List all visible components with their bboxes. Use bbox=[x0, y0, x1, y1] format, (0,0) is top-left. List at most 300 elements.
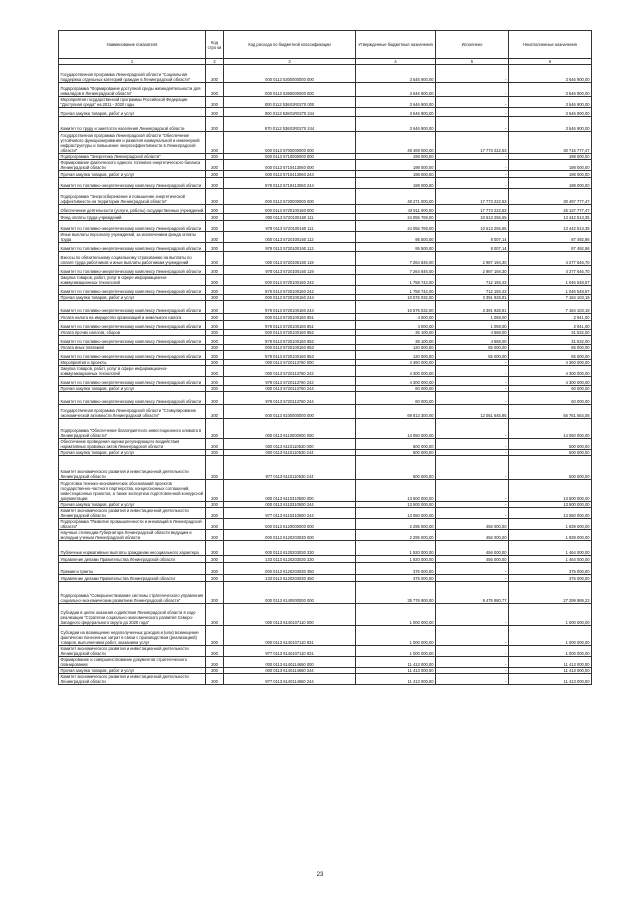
row-budget-code: 977 0113 6140114650 244 bbox=[224, 674, 356, 685]
row-budget-code: 978 0113 5720100160 111 bbox=[224, 221, 356, 232]
row-approved: 7 264 846,00 bbox=[356, 266, 436, 275]
row-name: Подпрограмма "Совершенствование системы стратегического управления социально-экономическим развитием Ленинградской области" bbox=[59, 582, 206, 604]
row-budget-code: 978 0113 5720113760 242 bbox=[224, 377, 356, 386]
column-number: 4 bbox=[356, 59, 436, 65]
row-approved: 13 500 000,00 bbox=[356, 480, 436, 502]
row-unexecuted: 2 941,00 bbox=[509, 321, 592, 330]
row-code: 200 bbox=[206, 366, 224, 377]
row-unexecuted: 30 715 777,47 bbox=[509, 132, 592, 154]
row-code: 200 bbox=[206, 405, 224, 419]
row-code: 200 bbox=[206, 668, 224, 674]
row-executed: - bbox=[436, 386, 509, 392]
row-executed: - bbox=[436, 83, 509, 97]
row-approved: 4 000,00 bbox=[356, 321, 436, 330]
row-code: 200 bbox=[206, 541, 224, 556]
row-executed: - bbox=[436, 97, 509, 108]
row-budget-code: 000 0113 6110110530 000 bbox=[224, 439, 356, 450]
header-unexecuted: Неисполненные назначения bbox=[509, 31, 592, 59]
row-budget-code: 000 0113 6120203030 000 bbox=[224, 530, 356, 541]
table-row bbox=[59, 65, 592, 83]
row-name: Фонд оплаты труда учреждений bbox=[59, 214, 206, 221]
row-budget-code: 000 0113 6120203030 330 bbox=[224, 541, 356, 556]
table-row bbox=[59, 286, 592, 295]
row-executed: - bbox=[436, 674, 509, 685]
row-approved: 4 300 000,00 bbox=[356, 377, 436, 386]
row-code: 200 bbox=[206, 132, 224, 154]
row-approved: 13 500 000,00 bbox=[356, 502, 436, 508]
row-budget-code: 978 0113 5720113760 244 bbox=[224, 392, 356, 405]
row-unexecuted: 1 464 000,00 bbox=[509, 556, 592, 563]
table-row bbox=[59, 351, 592, 360]
table-row bbox=[59, 674, 592, 685]
table-row bbox=[59, 205, 592, 214]
row-code: 200 bbox=[206, 252, 224, 266]
row-code: 200 bbox=[206, 65, 224, 83]
row-name: Прочая закупка товаров, работ и услуг bbox=[59, 171, 206, 178]
row-budget-code: 000 0113 5720100160 112 bbox=[224, 232, 356, 243]
row-name: Государственная программа Ленинградской области "Стимулирование экономической активности Ленинградской области" bbox=[59, 405, 206, 419]
row-code: 200 bbox=[206, 345, 224, 351]
row-name: Комитет по топливно-энергетическому комплексу Ленинградской области bbox=[59, 392, 206, 405]
row-code: 200 bbox=[206, 530, 224, 541]
row-approved: 1 920 000,00 bbox=[356, 541, 436, 556]
row-budget-code: 970 0113 53601R0270 244 bbox=[224, 117, 356, 132]
row-executed: - bbox=[436, 480, 509, 502]
row-name: Прочая закупка товаров, работ и услуг bbox=[59, 668, 206, 674]
table-row bbox=[59, 314, 592, 321]
row-executed: - bbox=[436, 657, 509, 668]
row-code: 200 bbox=[206, 314, 224, 321]
row-budget-code: 133 0113 6120203030 350 bbox=[224, 575, 356, 582]
row-budget-code: 978 0113 5720100160 851 bbox=[224, 321, 356, 330]
row-unexecuted: 1 046 548,57 bbox=[509, 275, 592, 286]
row-executed: 1 059,00 bbox=[436, 321, 509, 330]
row-name: Прочая закупка товаров, работ и услуг bbox=[59, 450, 206, 456]
column-number: 3 bbox=[224, 59, 356, 65]
row-name: Прочая закупка товаров, работ и услуг bbox=[59, 108, 206, 117]
row-executed: 3 391 928,81 bbox=[436, 301, 509, 314]
row-name: Научные стипендии Губернатора Ленинградской области ведущим и молодым ученым Ленинградской области bbox=[59, 530, 206, 541]
row-code: 200 bbox=[206, 160, 224, 171]
table-row bbox=[59, 508, 592, 519]
row-executed: - bbox=[436, 171, 509, 178]
row-name: Комитет экономического развития и инвестиционной деятельности Ленинградской области bbox=[59, 674, 206, 685]
row-unexecuted: 65 000,00 bbox=[509, 345, 592, 351]
row-unexecuted: 198 000,00 bbox=[509, 178, 592, 189]
table-row bbox=[59, 392, 592, 405]
header-executed: Исполнено bbox=[436, 31, 509, 59]
row-name: Прочая закупка товаров, работ и услуг bbox=[59, 502, 206, 508]
table-row bbox=[59, 541, 592, 556]
row-unexecuted: 4 300 000,00 bbox=[509, 366, 592, 377]
table-row bbox=[59, 366, 592, 377]
row-name: Уплата иных платежей bbox=[59, 345, 206, 351]
row-unexecuted: 198 000,00 bbox=[509, 154, 592, 160]
row-code: 200 bbox=[206, 456, 224, 480]
table-header-row bbox=[59, 31, 592, 59]
row-budget-code: 000 0113 5720113760 244 bbox=[224, 386, 356, 392]
row-budget-code: 000 0113 5710413060 000 bbox=[224, 160, 356, 171]
row-budget-code: 000 0113 5720100160 000 bbox=[224, 205, 356, 214]
table-row bbox=[59, 266, 592, 275]
header-budget-code: Код расхода по бюджетной классификации bbox=[224, 31, 356, 59]
row-executed: 4 568,00 bbox=[436, 330, 509, 336]
row-unexecuted: 500 000,00 bbox=[509, 450, 592, 456]
row-executed: 55 000,00 bbox=[436, 345, 509, 351]
row-approved: 198 000,00 bbox=[356, 154, 436, 160]
row-budget-code: 978 0113 5710413060 244 bbox=[224, 178, 356, 189]
row-name: Комитет по топливно-энергетическому комплексу Ленинградской области bbox=[59, 301, 206, 314]
row-approved: 3 646 900,00 bbox=[356, 83, 436, 97]
row-unexecuted: 198 000,00 bbox=[509, 160, 592, 171]
row-approved: 3 646 900,00 bbox=[356, 65, 436, 83]
row-budget-code: 000 0113 6110310500 000 bbox=[224, 480, 356, 502]
row-approved: 375 000,00 bbox=[356, 575, 436, 582]
row-unexecuted: 60 000,00 bbox=[509, 386, 592, 392]
row-budget-code: 000 0113 5700000000 000 bbox=[224, 132, 356, 154]
row-code: 200 bbox=[206, 386, 224, 392]
row-approved: 95 500,00 bbox=[356, 232, 436, 243]
row-executed: 712 193,43 bbox=[436, 286, 509, 295]
row-budget-code: 000 0113 5720100160 111 bbox=[224, 214, 356, 221]
row-name: Подпрограмма "Энергетика Ленинградской области" bbox=[59, 154, 206, 160]
row-executed: 2 987 194,30 bbox=[436, 252, 509, 266]
budget-table bbox=[58, 30, 592, 685]
row-budget-code: 000 0113 5720000000 000 bbox=[224, 189, 356, 205]
row-approved: 4 300 000,00 bbox=[356, 366, 436, 377]
row-budget-code: 000 0113 5720100160 119 bbox=[224, 252, 356, 266]
row-approved: 36 100,00 bbox=[356, 336, 436, 345]
row-budget-code: 000 0113 5720100160 244 bbox=[224, 295, 356, 301]
row-name: Подпрограмма "Формирование доступной среды жизнедеятельности для инвалидов в Ленинградской области" bbox=[59, 83, 206, 97]
row-budget-code: 000 0113 5710000000 000 bbox=[224, 154, 356, 160]
row-executed: - bbox=[436, 419, 509, 439]
table-row bbox=[59, 243, 592, 252]
row-approved: 2 295 000,00 bbox=[356, 530, 436, 541]
row-name: Комитет по топливно-энергетическому комплексу Ленинградской области bbox=[59, 336, 206, 345]
row-unexecuted: 60 000,00 bbox=[509, 392, 592, 405]
row-code: 200 bbox=[206, 419, 224, 439]
row-executed: - bbox=[436, 563, 509, 575]
row-unexecuted: 4 277 646,70 bbox=[509, 252, 592, 266]
row-code: 200 bbox=[206, 582, 224, 604]
row-code: 200 bbox=[206, 330, 224, 336]
row-unexecuted: 1 000 000,00 bbox=[509, 626, 592, 646]
row-name: Уплата налога на имущество организаций и земельного налога bbox=[59, 314, 206, 321]
row-name: Комитет по топливно-энергетическому комплексу Ленинградской области bbox=[59, 321, 206, 330]
row-budget-code: 000 0113 5300000000 000 bbox=[224, 65, 356, 83]
table-row bbox=[59, 582, 592, 604]
row-executed: - bbox=[436, 502, 509, 508]
row-unexecuted: 375 000,00 bbox=[509, 575, 592, 582]
row-approved: 120 000,00 bbox=[356, 345, 436, 351]
row-budget-code: 000 0113 53601R0270 244 bbox=[224, 108, 356, 117]
row-executed: 55 000,00 bbox=[436, 351, 509, 360]
header-row-code: Код стро ки bbox=[206, 31, 224, 59]
table-row bbox=[59, 301, 592, 314]
row-name: Публичные нормативные выплаты гражданам несоциального характера bbox=[59, 541, 206, 556]
row-name: Управление делами Правительства Ленинградской области bbox=[59, 575, 206, 582]
column-number: 5 bbox=[436, 59, 509, 65]
row-code: 200 bbox=[206, 321, 224, 330]
table-row bbox=[59, 604, 592, 626]
header-approved: Утвержденные бюджетные назначения bbox=[356, 31, 436, 59]
row-approved: 60 000,00 bbox=[356, 392, 436, 405]
table-row bbox=[59, 132, 592, 154]
row-code: 200 bbox=[206, 626, 224, 646]
row-code: 200 bbox=[206, 360, 224, 366]
row-name: Мероприятия государственной программы Российской Федерации "Доступная среда" на 2011 - 2020 годы bbox=[59, 97, 206, 108]
row-executed: 17 773 222,53 bbox=[436, 205, 509, 214]
row-code: 200 bbox=[206, 97, 224, 108]
row-unexecuted: 87 492,86 bbox=[509, 243, 592, 252]
row-approved: 24 055 769,00 bbox=[356, 221, 436, 232]
row-code: 200 bbox=[206, 556, 224, 563]
row-code: 200 bbox=[206, 178, 224, 189]
row-budget-code: 978 0113 5720100160 119 bbox=[224, 266, 356, 275]
table-row bbox=[59, 160, 592, 171]
row-unexecuted: 13 442 513,35 bbox=[509, 214, 592, 221]
row-name: Субсидии на возмещение недополученных доходов и (или) возмещение фактически понесенных затрат в связи с производством (реализацией) товаров, выполнением работ, оказанием услуг bbox=[59, 626, 206, 646]
row-name: Комитет экономического развития и инвестиционной деятельности Ленинградской области bbox=[59, 508, 206, 519]
row-approved: 14 050 000,00 bbox=[356, 419, 436, 439]
row-code: 200 bbox=[206, 301, 224, 314]
table-row bbox=[59, 646, 592, 657]
row-budget-code: 000 0113 6140000000 000 bbox=[224, 582, 356, 604]
table-row bbox=[59, 108, 592, 117]
row-executed: 10 613 255,65 bbox=[436, 221, 509, 232]
row-executed: - bbox=[436, 160, 509, 171]
table-row bbox=[59, 252, 592, 266]
row-name: Комитет по топливно-энергетическому комплексу Ленинградской области bbox=[59, 178, 206, 189]
row-approved: 4 360 000,00 bbox=[356, 360, 436, 366]
row-executed: 712 193,43 bbox=[436, 275, 509, 286]
row-name: Подпрограмма "Обеспечение благоприятного инвестиционного климата в Ленинградской области" bbox=[59, 419, 206, 439]
row-approved: 13 550 000,00 bbox=[356, 508, 436, 519]
row-approved: 60 000,00 bbox=[356, 386, 436, 392]
row-name: Формирование фактического единого топливно-энергетического баланса Ленинградской области bbox=[59, 160, 206, 171]
table-row bbox=[59, 171, 592, 178]
row-approved: 198 000,00 bbox=[356, 178, 436, 189]
row-executed: 456 000,00 bbox=[436, 519, 509, 530]
row-name: Мероприятия и проекты bbox=[59, 360, 206, 366]
row-name: Взносы по обязательному социальному страхованию на выплаты по оплате труда работников и иные выплаты работникам учреждений bbox=[59, 252, 206, 266]
row-code: 200 bbox=[206, 508, 224, 519]
row-budget-code: 000 0113 6140107110 831 bbox=[224, 626, 356, 646]
row-executed: 17 773 222,53 bbox=[436, 132, 509, 154]
row-name: Подпрограмма "Развитие промышленности и инноваций в Ленинградской области" bbox=[59, 519, 206, 530]
row-name: Премии и гранты bbox=[59, 563, 206, 575]
row-code: 200 bbox=[206, 563, 224, 575]
row-name: Закупка товаров, работ, услуг в сфере информационно-коммуникационных технологий bbox=[59, 366, 206, 377]
row-unexecuted: 13 442 513,35 bbox=[509, 221, 592, 232]
table-row bbox=[59, 221, 592, 232]
row-budget-code: 000 0113 6110310500 244 bbox=[224, 502, 356, 508]
row-budget-code: 000 0113 6110000000 000 bbox=[224, 419, 356, 439]
row-unexecuted: 7 184 103,19 bbox=[509, 301, 592, 314]
column-number: 1 bbox=[59, 59, 206, 65]
row-name: Комитет по топливно-энергетическому комплексу Ленинградской области bbox=[59, 377, 206, 386]
row-executed: - bbox=[436, 508, 509, 519]
row-approved: 35 776 900,00 bbox=[356, 582, 436, 604]
row-name: Закупка товаров, работ, услуг в сфере информационно-коммуникационных технологий bbox=[59, 275, 206, 286]
row-executed: 1 059,00 bbox=[436, 314, 509, 321]
row-unexecuted: 30 497 777,47 bbox=[509, 189, 592, 205]
row-code: 200 bbox=[206, 154, 224, 160]
row-executed: - bbox=[436, 65, 509, 83]
row-executed: 8 475 980,77 bbox=[436, 582, 509, 604]
row-approved: 375 000,00 bbox=[356, 563, 436, 575]
row-budget-code: 978 0113 5720100160 244 bbox=[224, 301, 356, 314]
row-unexecuted: 31 532,00 bbox=[509, 330, 592, 336]
table-row bbox=[59, 377, 592, 386]
row-executed: 4 568,00 bbox=[436, 336, 509, 345]
row-approved: 1 000 000,00 bbox=[356, 646, 436, 657]
table-row bbox=[59, 456, 592, 480]
row-code: 200 bbox=[206, 502, 224, 508]
table-row bbox=[59, 178, 592, 189]
row-unexecuted: 1 839 000,00 bbox=[509, 519, 592, 530]
row-approved: 3 646 900,00 bbox=[356, 108, 436, 117]
row-code: 200 bbox=[206, 519, 224, 530]
row-executed: - bbox=[436, 360, 509, 366]
row-budget-code: 000 0113 5360000000 000 bbox=[224, 83, 356, 97]
row-approved: 7 264 846,00 bbox=[356, 252, 436, 266]
row-code: 200 bbox=[206, 266, 224, 275]
row-name: Субсидии в целях оказания содействия Ленинградской области в ходе реализации "Стратегии социально-экономического развития Северо-Западного федерального округа до 2020 года" bbox=[59, 604, 206, 626]
row-name: Формирование и совершенствование документов стратегического планирования bbox=[59, 657, 206, 668]
row-executed: - bbox=[436, 456, 509, 480]
table-row bbox=[59, 419, 592, 439]
row-unexecuted: 500 000,00 bbox=[509, 456, 592, 480]
row-code: 200 bbox=[206, 286, 224, 295]
row-unexecuted: 11 413 000,00 bbox=[509, 668, 592, 674]
row-code: 200 bbox=[206, 575, 224, 582]
row-name: Комитет по топливно-энергетическому комплексу Ленинградской области bbox=[59, 286, 206, 295]
row-name: Подпрограмма "Энергосбережение и повышение энергетической эффективности на территории Ленинградской области" bbox=[59, 189, 206, 205]
row-executed: - bbox=[436, 450, 509, 456]
row-code: 200 bbox=[206, 83, 224, 97]
row-approved: 1 758 742,00 bbox=[356, 286, 436, 295]
row-budget-code: 000 0113 5720100160 853 bbox=[224, 345, 356, 351]
row-name: Государственная программа Ленинградской области "Социальная поддержка отдельных категорий граждан в Ленинградской области" bbox=[59, 65, 206, 83]
row-approved: 11 413 000,00 bbox=[356, 668, 436, 674]
row-code: 200 bbox=[206, 232, 224, 243]
row-budget-code: 000 0113 6120203030 350 bbox=[224, 563, 356, 575]
row-name: Комитет по труду и занятости населения Ленинградской области bbox=[59, 117, 206, 132]
row-budget-code: 978 0113 5720100160 853 bbox=[224, 351, 356, 360]
row-code: 200 bbox=[206, 657, 224, 668]
row-budget-code: 000 0113 5710413060 244 bbox=[224, 171, 356, 178]
row-name: Иные выплаты персоналу учреждений, за исключением фонда оплаты труда bbox=[59, 232, 206, 243]
row-code: 200 bbox=[206, 117, 224, 132]
row-budget-code: 000 0113 5720113760 242 bbox=[224, 366, 356, 377]
row-budget-code: 000 0113 5720100160 242 bbox=[224, 275, 356, 286]
row-executed: - bbox=[436, 646, 509, 657]
row-executed: - bbox=[436, 366, 509, 377]
row-budget-code: 000 0113 6140114650 244 bbox=[224, 668, 356, 674]
row-executed: - bbox=[436, 154, 509, 160]
table-row bbox=[59, 275, 592, 286]
row-approved: 10 576 032,00 bbox=[356, 295, 436, 301]
row-approved: 198 000,00 bbox=[356, 160, 436, 171]
row-code: 200 bbox=[206, 392, 224, 405]
column-number: 2 bbox=[206, 59, 224, 65]
row-code: 200 bbox=[206, 108, 224, 117]
header-name: Наименование показателя bbox=[59, 31, 206, 59]
row-unexecuted: 2 941,00 bbox=[509, 314, 592, 321]
row-budget-code: 000 0113 5720113760 000 bbox=[224, 360, 356, 366]
row-executed: - bbox=[436, 626, 509, 646]
row-executed: 2 987 194,30 bbox=[436, 266, 509, 275]
row-executed: - bbox=[436, 604, 509, 626]
row-name: Уплата прочих налогов, сборов bbox=[59, 330, 206, 336]
row-budget-code: 977 0113 6110110530 244 bbox=[224, 456, 356, 480]
table-row bbox=[59, 626, 592, 646]
row-budget-code: 978 0113 5720100160 112 bbox=[224, 243, 356, 252]
row-executed: 12 051 645,95 bbox=[436, 405, 509, 419]
row-code: 200 bbox=[206, 221, 224, 232]
row-code: 200 bbox=[206, 377, 224, 386]
row-unexecuted: 3 646 900,00 bbox=[509, 117, 592, 132]
row-unexecuted: 7 184 103,19 bbox=[509, 295, 592, 301]
table-body bbox=[59, 65, 592, 685]
row-code: 200 bbox=[206, 646, 224, 657]
row-budget-code: 000 0113 5720100160 851 bbox=[224, 314, 356, 321]
row-approved: 43 911 000,00 bbox=[356, 205, 436, 214]
row-unexecuted: 1 000 000,00 bbox=[509, 646, 592, 657]
row-budget-code: 977 0113 6140107110 831 bbox=[224, 646, 356, 657]
row-name: Государственная программа Ленинградской области "Обеспечение устойчивого функционирования и развития коммунальной и инженерной инфраструктуры и повышение энергоэффективности в Ленинградской области" bbox=[59, 132, 206, 154]
row-name: Комитет по топливно-энергетическому комплексу Ленинградской области bbox=[59, 351, 206, 360]
row-approved: 500 000,00 bbox=[356, 450, 436, 456]
row-code: 200 bbox=[206, 205, 224, 214]
row-name: Комитет по топливно-энергетическому комплексу Ленинградской области bbox=[59, 221, 206, 232]
row-executed: 8 007,14 bbox=[436, 243, 509, 252]
table-row bbox=[59, 563, 592, 575]
row-approved: 36 100,00 bbox=[356, 330, 436, 336]
row-name: Подготовка технико-экономических обоснований проектов государственно-частного партнерства, концессионных соглашений, инвестиционных проектов, а также экспертиза подготовленной конкурсной документации bbox=[59, 480, 206, 502]
row-budget-code: 000 0113 6140114650 000 bbox=[224, 657, 356, 668]
row-unexecuted: 3 646 900,00 bbox=[509, 83, 592, 97]
row-budget-code: 977 0113 6110310500 244 bbox=[224, 508, 356, 519]
row-approved: 198 000,00 bbox=[356, 171, 436, 178]
row-unexecuted: 198 000,00 bbox=[509, 171, 592, 178]
row-approved: 95 500,00 bbox=[356, 243, 436, 252]
row-executed: 456 000,00 bbox=[436, 556, 509, 563]
table-row bbox=[59, 556, 592, 563]
row-name: Прочая закупка товаров, работ и услуг bbox=[59, 386, 206, 392]
row-approved: 1 758 742,00 bbox=[356, 275, 436, 286]
row-code: 200 bbox=[206, 295, 224, 301]
table-row bbox=[59, 575, 592, 582]
row-budget-code: 978 0113 5720100160 852 bbox=[224, 336, 356, 345]
row-executed: - bbox=[436, 117, 509, 132]
page-number: 23 bbox=[316, 872, 324, 878]
row-name: Обеспечение деятельности (услуги, работы) государственных учреждений bbox=[59, 205, 206, 214]
row-approved: 48 469 000,00 bbox=[356, 132, 436, 154]
row-unexecuted: 65 000,00 bbox=[509, 351, 592, 360]
row-unexecuted: 13 500 000,00 bbox=[509, 502, 592, 508]
row-name: Комитет экономического развития и инвестиционной деятельности Ленинградской области bbox=[59, 646, 206, 657]
row-unexecuted: 1 464 000,00 bbox=[509, 541, 592, 556]
row-code: 200 bbox=[206, 674, 224, 685]
row-approved: 120 000,00 bbox=[356, 351, 436, 360]
row-name: Обеспечение проведения оценки регулирующего воздействия нормативных правовых актов Ленинградской области bbox=[59, 439, 206, 450]
row-code: 200 bbox=[206, 243, 224, 252]
row-executed: - bbox=[436, 668, 509, 674]
row-budget-code: 133 0113 6120203030 330 bbox=[224, 556, 356, 563]
